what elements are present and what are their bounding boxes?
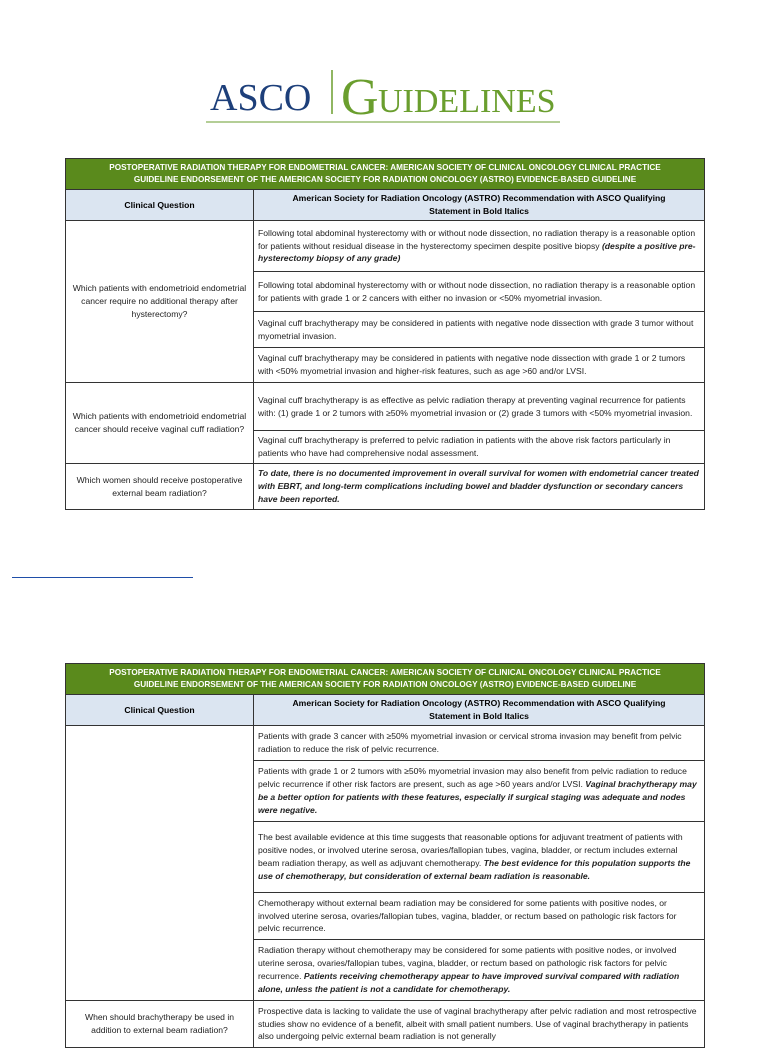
logo-graphic	[204, 62, 564, 132]
recommendation-cell: Vaginal cuff brachytherapy may be considered in patients with negative node dissection with grade 3 tumor without myometrial invasion.	[254, 312, 705, 348]
asco-qualifier: To date, there is no documented improvement in overall survival for women with endometrial cancer treated with EBRT, and long-term complications including bowel and bladder dysfunction or secondary cancers have been reported.	[258, 468, 699, 504]
header-recommendation	[254, 695, 705, 726]
asco-qualifier: Vaginal brachytherapy may be a better option for patients with these features, especially if surgical staging was adequate and nodes were negative.	[258, 779, 697, 815]
question-cell: Which patients with endometrioid endometrial cancer require no additional therapy after hysterectomy?	[66, 221, 254, 383]
table-row	[66, 464, 705, 510]
recommendation-cell	[254, 221, 705, 272]
table-row	[66, 383, 705, 431]
header-clinical-question: Clinical Question	[66, 190, 254, 221]
asco-guidelines-logo	[0, 62, 768, 132]
recommendation-cell: Vaginal cuff brachytherapy is as effective as pelvic radiation therapy at preventing vaginal recurrence for patients with: (1) grade 1 or 2 tumors with ≥50% myometrial invasion or (2) grade 3 tumors with <50% myometrial invasion.	[254, 383, 705, 431]
recommendation-text: Following total abdominal hysterectomy with or without node dissection, no radiation therapy is a reasonable option for patients without residual disease in the hysterectomy specimen despite positive biopsy	[258, 227, 696, 251]
logo-asco-text: ASCO	[210, 77, 312, 119]
recommendation-cell: Chemotherapy without external beam radiation may be considered for some patients with positive nodes, or involved uterine serosa, ovaries/fallopian tubes, vagina, bladder, or rectum based on pathologic risk factors for pelvic recurrence.	[254, 893, 705, 940]
header-clinical-question: Clinical Question	[66, 695, 254, 726]
header-recommendation	[254, 190, 705, 221]
header-rec-line-2: Statement in Bold Italics	[429, 206, 529, 216]
header-rec-line-2: Statement in Bold Italics	[429, 711, 529, 721]
recommendation-cell: Following total abdominal hysterectomy with or without node dissection, no radiation therapy is a reasonable option for patients with grade 1 or 2 cancers with either no invasion or <50% myometrial invasion.	[254, 272, 705, 312]
guideline-table-page-1	[65, 158, 705, 510]
recommendation-cell: Vaginal cuff brachytherapy may be considered in patients with negative node dissection with grade 1 or 2 tumors with <50% myometrial invasion and higher-risk features, such as age >60 and/or LVSI.	[254, 348, 705, 383]
question-cell: Which women should receive postoperative external beam radiation?	[66, 464, 254, 510]
question-cell: When should brachytherapy be used in addition to external beam radiation?	[66, 1001, 254, 1048]
question-cell-empty	[66, 726, 254, 1001]
recommendation-text: Patients with grade 1 or 2 tumors with ≥50% myometrial invasion may also benefit from pelvic radiation to reduce pelvic recurrence if other risk factors are present, such as age >60 years and/or LVSI.	[258, 766, 687, 790]
asco-qualifier: Patients receiving chemotherapy appear to have improved survival compared with radiation alone, unless the patient is not a candidate for chemotherapy.	[258, 971, 680, 994]
recommendation-cell	[254, 940, 705, 1001]
table-row	[66, 1001, 705, 1048]
header-rec-line-1: American Society for Radiation Oncology (ASTRO) Recommendation with ASCO Qualifying	[292, 698, 666, 709]
question-cell: Which patients with endometrioid endometrial cancer should receive vaginal cuff radiation?	[66, 383, 254, 464]
recommendation-text: The best available evidence at this time suggests that reasonable options for adjuvant treatment of patients with positive nodes, or involved uterine serosa, ovaries/fallopian tubes, vagina, bladder, or rectum includes external beam radiation therapy, as well as adjuvant chemotherapy.	[258, 832, 683, 868]
recommendation-cell: Patients with grade 3 cancer with ≥50% myometrial invasion or cervical stroma invasion may benefit from pelvic radiation to reduce the risk of pelvic recurrence.	[254, 726, 705, 761]
table-header-row	[66, 695, 705, 726]
asco-qualifier: The best evidence for this population supports the use of chemotherapy, but consideration of external beam radiation is reasonable.	[258, 858, 691, 881]
hyperlink-underline[interactable]	[12, 577, 193, 578]
recommendation-text: Radiation therapy without chemotherapy may be considered for some patients with positive nodes, or involved uterine serosa, ovaries/fallopian tubes, vagina, bladder, or rectum based on pathologic risk factors for pelvic recurrence.	[258, 945, 677, 981]
table-header-row	[66, 190, 705, 221]
banner-line-1: POSTOPERATIVE RADIATION THERAPY FOR ENDOMETRIAL CANCER: AMERICAN SOCIETY OF CLINICAL ONCOLOGY CLINICAL PRACTICE	[109, 667, 661, 677]
header-rec-line-1: American Society for Radiation Oncology (ASTRO) Recommendation with ASCO Qualifying	[292, 193, 666, 204]
recommendation-cell	[254, 822, 705, 893]
table-row	[66, 221, 705, 272]
recommendation-cell	[254, 464, 705, 510]
logo-guidelines-text: UIDELINES	[378, 83, 556, 120]
table-banner	[66, 664, 705, 695]
banner-line-2: GUIDELINE ENDORSEMENT OF THE AMERICAN SOCIETY FOR RADIATION ONCOLOGY (ASTRO) EVIDENCE-BASED GUIDELINE	[133, 680, 637, 689]
recommendation-cell: Prospective data is lacking to validate the use of vaginal brachytherapy after pelvic radiation and most retrospective studies show no evidence of a benefit, albeit with small patient numbers. Use of vaginal brachytherapy in patients also undergoing pelvic external beam radiation is not generally	[254, 1001, 705, 1048]
asco-qualifier: (despite a positive pre-hysterectomy biopsy of any grade)	[258, 240, 696, 264]
table-row	[66, 726, 705, 761]
guideline-table-page-2	[65, 663, 705, 1048]
banner-line-1: POSTOPERATIVE RADIATION THERAPY FOR ENDOMETRIAL CANCER: AMERICAN SOCIETY OF CLINICAL ONCOLOGY CLINICAL PRACTICE	[109, 162, 661, 172]
table-banner-row	[66, 664, 705, 695]
logo-g-initial: G	[341, 69, 379, 126]
table-banner-row	[66, 159, 705, 190]
recommendation-cell: Vaginal cuff brachytherapy is preferred to pelvic radiation in patients with the above risk factors particularly in patients who have had comprehensive nodal assessment.	[254, 431, 705, 464]
table-banner	[66, 159, 705, 190]
banner-line-2: GUIDELINE ENDORSEMENT OF THE AMERICAN SOCIETY FOR RADIATION ONCOLOGY (ASTRO) EVIDENCE-BASED GUIDELINE	[133, 175, 637, 184]
recommendation-cell	[254, 761, 705, 822]
